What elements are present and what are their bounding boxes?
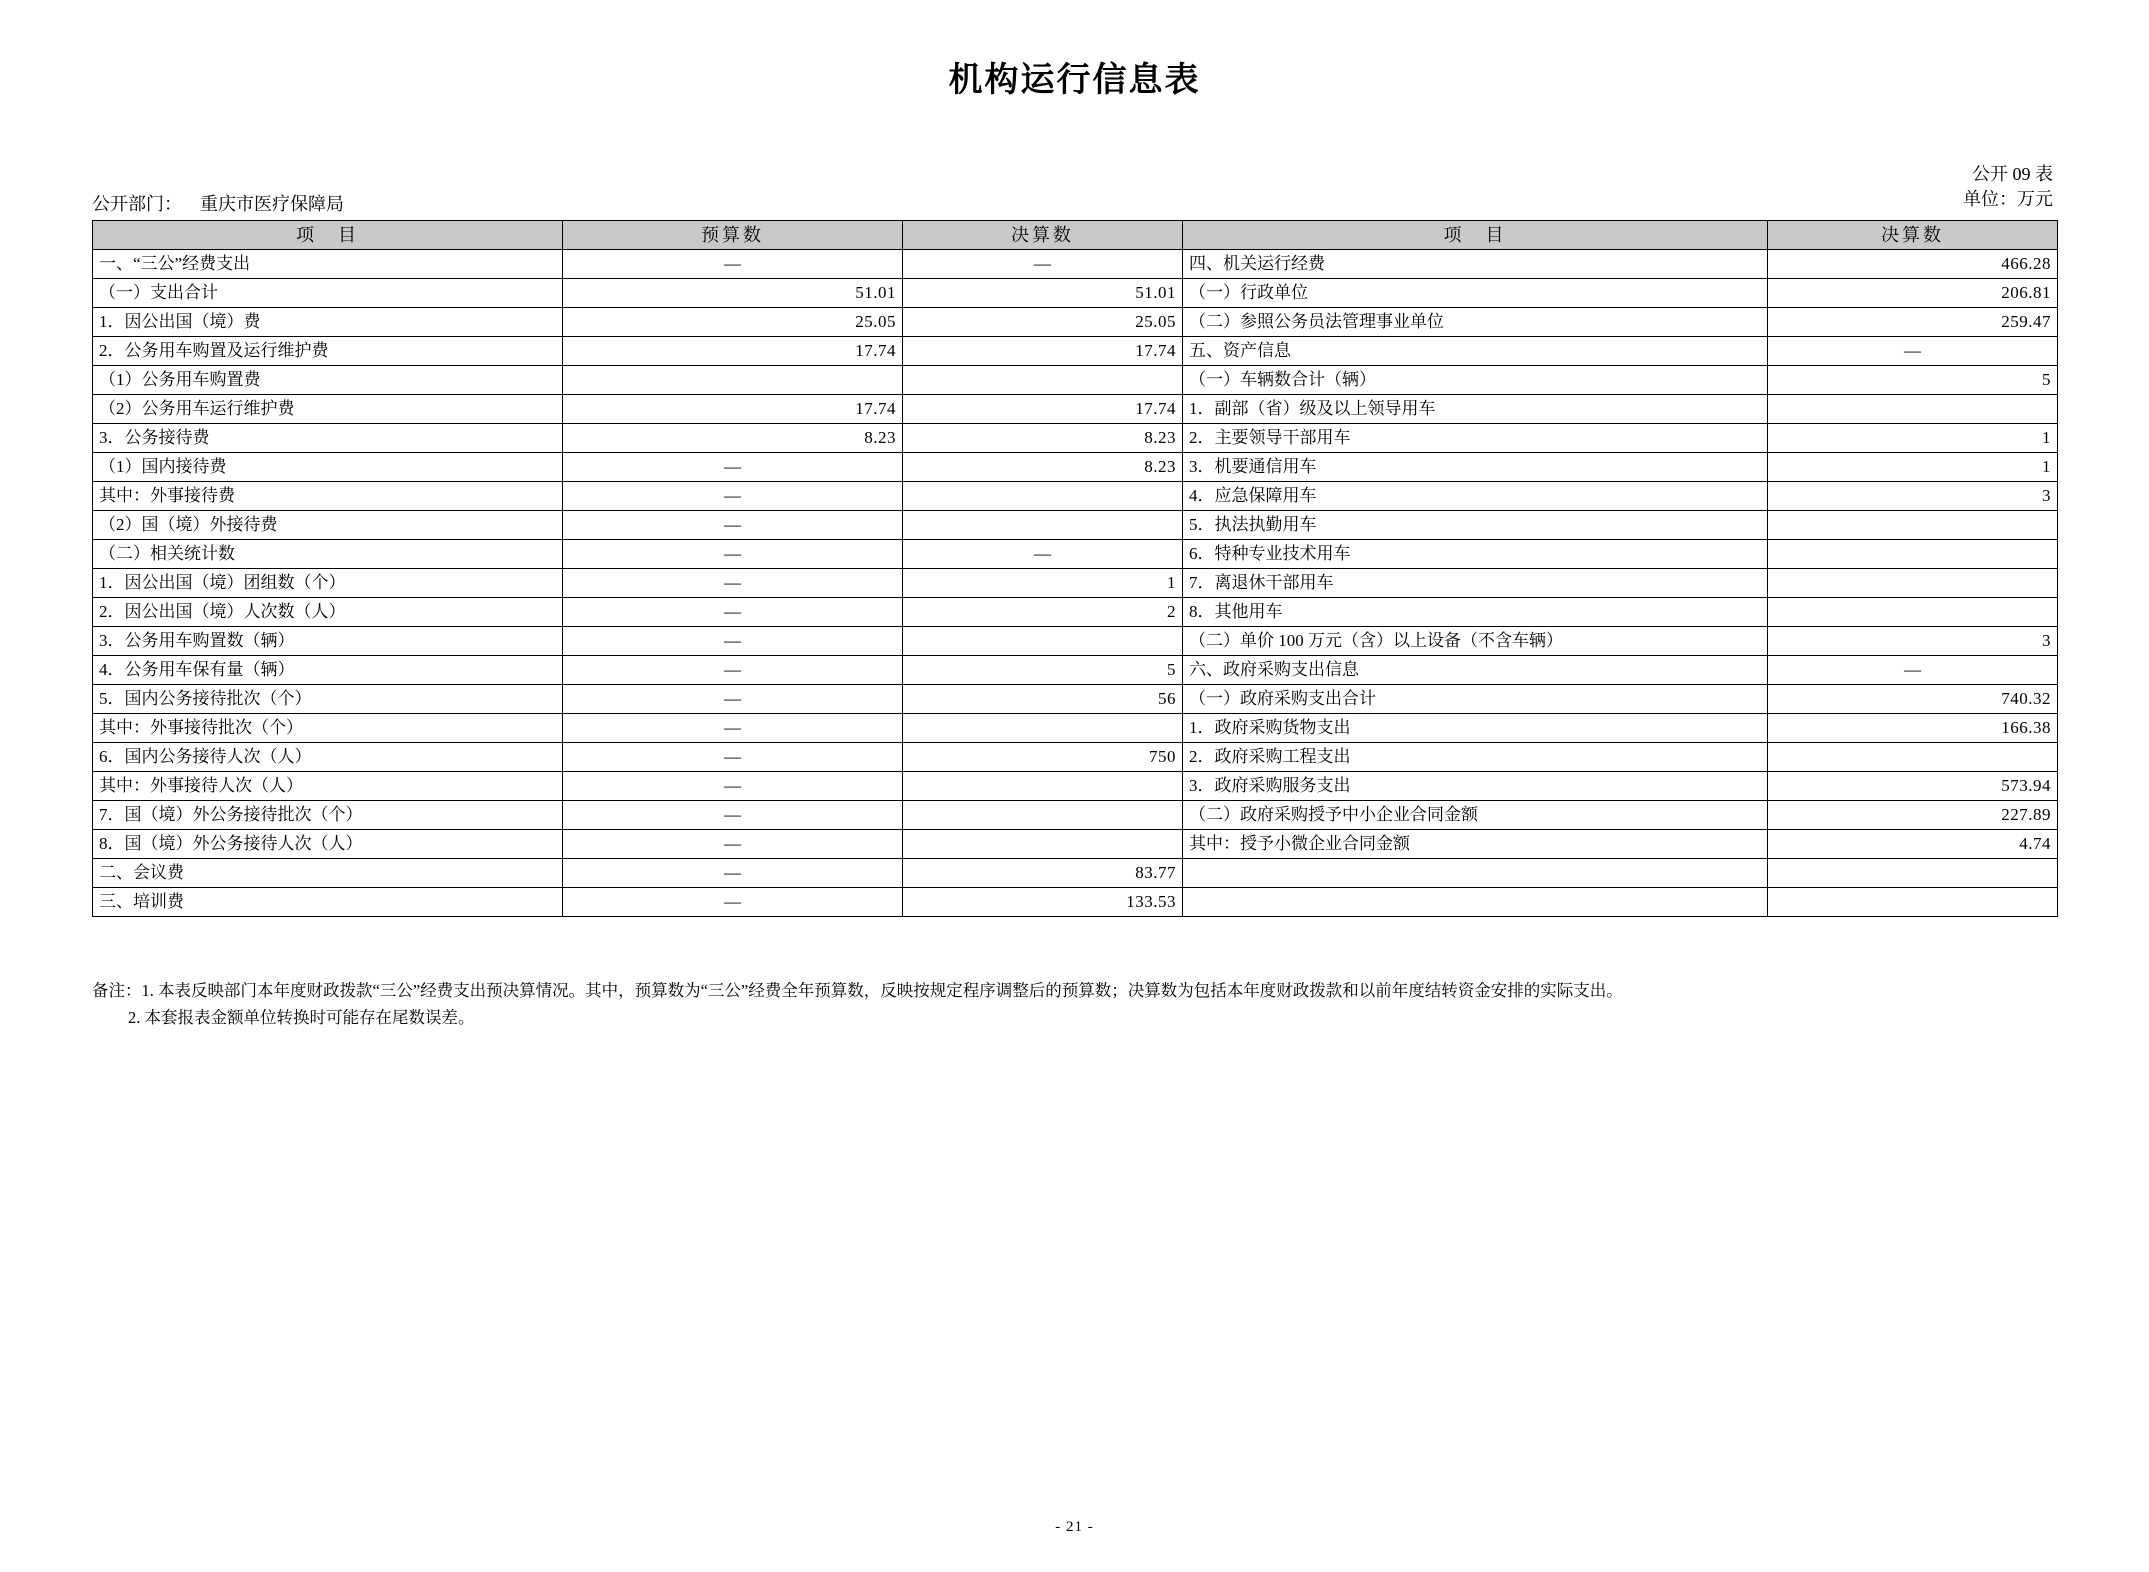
right-final-value [1768, 540, 2058, 569]
left-budget-value: — [563, 859, 903, 888]
left-final-value [903, 482, 1183, 511]
left-item-label: 1．因公出国（境）团组数（个） [93, 569, 563, 598]
right-item-label: （一）车辆数合计（辆） [1183, 366, 1768, 395]
department-line [92, 190, 344, 216]
right-final-value: 466.28 [1768, 250, 2058, 279]
left-final-value: 2 [903, 598, 1183, 627]
left-item-label: （1）公务用车购置费 [93, 366, 563, 395]
table-row [93, 888, 2058, 917]
right-item-label [1183, 888, 1768, 917]
left-item-label: 2．因公出国（境）人次数（人） [93, 598, 563, 627]
department-name: 重庆市医疗保障局 [200, 194, 344, 214]
left-final-value: 1 [903, 569, 1183, 598]
right-final-value [1768, 511, 2058, 540]
right-item-label: 1．政府采购货物支出 [1183, 714, 1768, 743]
right-item-label: 五、资产信息 [1183, 337, 1768, 366]
left-final-value: 17.74 [903, 395, 1183, 424]
table-row [93, 656, 2058, 685]
page-title: 机构运行信息表 [948, 61, 1201, 99]
left-final-value [903, 366, 1183, 395]
table-row [93, 598, 2058, 627]
table-row [93, 366, 2058, 395]
right-item-label: 3．政府采购服务支出 [1183, 772, 1768, 801]
left-budget-value: — [563, 888, 903, 917]
right-final-value [1768, 888, 2058, 917]
left-item-label: 4．公务用车保有量（辆） [93, 656, 563, 685]
right-final-value [1768, 598, 2058, 627]
table-row [93, 743, 2058, 772]
document-page [0, 52, 2149, 1572]
table-row [93, 482, 2058, 511]
left-budget-value: 25.05 [563, 308, 903, 337]
left-final-value: — [903, 250, 1183, 279]
right-item-label: 四、机关运行经费 [1183, 250, 1768, 279]
table-row [93, 685, 2058, 714]
left-item-label: （二）相关统计数 [93, 540, 563, 569]
table-row [93, 569, 2058, 598]
left-budget-value: — [563, 598, 903, 627]
right-final-value [1768, 395, 2058, 424]
left-item-label: 3．公务用车购置数（辆） [93, 627, 563, 656]
left-item-label: 3．公务接待费 [93, 424, 563, 453]
right-final-value: 740.32 [1768, 685, 2058, 714]
right-final-value: — [1768, 337, 2058, 366]
left-final-value: 56 [903, 685, 1183, 714]
right-final-value: 1 [1768, 453, 2058, 482]
left-item-label: 一、“三公”经费支出 [93, 250, 563, 279]
left-final-value: 17.74 [903, 337, 1183, 366]
left-item-label: 其中：外事接待人次（人） [93, 772, 563, 801]
right-item-label: （二）政府采购授予中小企业合同金额 [1183, 801, 1768, 830]
right-item-label: 5．执法执勤用车 [1183, 511, 1768, 540]
left-final-value [903, 801, 1183, 830]
right-item-label: （二）参照公务员法管理事业单位 [1183, 308, 1768, 337]
table-row [93, 627, 2058, 656]
right-final-value: 4.74 [1768, 830, 2058, 859]
left-budget-value: — [563, 685, 903, 714]
left-final-value [903, 714, 1183, 743]
left-final-value [903, 511, 1183, 540]
left-budget-value: — [563, 801, 903, 830]
left-final-value: 750 [903, 743, 1183, 772]
right-final-value: 166.38 [1768, 714, 2058, 743]
left-final-value: 83.77 [903, 859, 1183, 888]
table-row [93, 830, 2058, 859]
table-row [93, 424, 2058, 453]
table-header-row [93, 221, 2058, 250]
right-final-value: 3 [1768, 627, 2058, 656]
left-final-value: 8.23 [903, 453, 1183, 482]
left-final-value [903, 627, 1183, 656]
left-item-label: 三、培训费 [93, 888, 563, 917]
table-row [93, 250, 2058, 279]
right-item-label: 8．其他用车 [1183, 598, 1768, 627]
left-budget-value: — [563, 569, 903, 598]
left-budget-value: — [563, 540, 903, 569]
left-item-label: （1）国内接待费 [93, 453, 563, 482]
right-final-value [1768, 859, 2058, 888]
table-row [93, 801, 2058, 830]
right-final-value: — [1768, 656, 2058, 685]
department-label: 公开部门： [92, 194, 182, 214]
left-final-value [903, 772, 1183, 801]
left-item-label: 5．国内公务接待批次（个） [93, 685, 563, 714]
left-item-label: （一）支出合计 [93, 279, 563, 308]
left-budget-value: — [563, 627, 903, 656]
left-budget-value: — [563, 250, 903, 279]
left-budget-value: — [563, 830, 903, 859]
column-header-left-item: 项 目 [93, 221, 563, 250]
left-budget-value: — [563, 511, 903, 540]
right-item-label: 其中：授予小微企业合同金额 [1183, 830, 1768, 859]
right-item-label: （二）单价 100 万元（含）以上设备（不含车辆） [1183, 627, 1768, 656]
table-notes [92, 977, 2082, 1031]
left-item-label: 8．国（境）外公务接待人次（人） [93, 830, 563, 859]
right-item-label: 7．离退休干部用车 [1183, 569, 1768, 598]
note-line-2: 2. 本套报表金额单位转换时可能存在尾数误差。 [128, 1008, 475, 1027]
right-final-value [1768, 743, 2058, 772]
left-final-value: 5 [903, 656, 1183, 685]
left-budget-value: — [563, 656, 903, 685]
left-budget-value: — [563, 714, 903, 743]
left-budget-value: 51.01 [563, 279, 903, 308]
left-final-value: 8.23 [903, 424, 1183, 453]
left-final-value: 51.01 [903, 279, 1183, 308]
right-item-label [1183, 859, 1768, 888]
left-budget-value: 8.23 [563, 424, 903, 453]
right-final-value: 3 [1768, 482, 2058, 511]
right-item-label: （一）行政单位 [1183, 279, 1768, 308]
left-item-label: 其中：外事接待批次（个） [93, 714, 563, 743]
note-line-1: 备注：1. 本表反映部门本年度财政拨款“三公”经费支出预决算情况。其中，预算数为“三公”经费全年预算数，反映按规定程序调整后的预算数；决算数为包括本年度财政拨款和以前年度结转资金安排的实际支出。 [92, 981, 1623, 1000]
left-item-label: 二、会议费 [93, 859, 563, 888]
column-header-final: 决算数 [903, 221, 1183, 250]
left-final-value: 133.53 [903, 888, 1183, 917]
left-final-value [903, 830, 1183, 859]
right-final-value [1768, 569, 2058, 598]
left-item-label: 2．公务用车购置及运行维护费 [93, 337, 563, 366]
form-meta [1963, 162, 2053, 212]
column-header-budget: 预算数 [563, 221, 903, 250]
left-item-label: 7．国（境）外公务接待批次（个） [93, 801, 563, 830]
left-budget-value: — [563, 772, 903, 801]
page-number: - 21 - [1055, 1519, 1094, 1535]
table-row [93, 453, 2058, 482]
left-budget-value: 17.74 [563, 395, 903, 424]
right-item-label: 2．主要领导干部用车 [1183, 424, 1768, 453]
left-item-label: （2）国（境）外接待费 [93, 511, 563, 540]
right-item-label: 2．政府采购工程支出 [1183, 743, 1768, 772]
table-row [93, 279, 2058, 308]
table-row [93, 772, 2058, 801]
institution-operation-table [92, 220, 2058, 917]
left-budget-value: 17.74 [563, 337, 903, 366]
left-budget-value: — [563, 743, 903, 772]
right-item-label: 1．副部（省）级及以上领导用车 [1183, 395, 1768, 424]
right-item-label: 6．特种专业技术用车 [1183, 540, 1768, 569]
table-row [93, 859, 2058, 888]
left-final-value: 25.05 [903, 308, 1183, 337]
left-budget-value [563, 366, 903, 395]
right-item-label: （一）政府采购支出合计 [1183, 685, 1768, 714]
right-final-value: 1 [1768, 424, 2058, 453]
left-item-label: （2）公务用车运行维护费 [93, 395, 563, 424]
right-final-value: 259.47 [1768, 308, 2058, 337]
left-item-label: 6．国内公务接待人次（人） [93, 743, 563, 772]
table-row [93, 540, 2058, 569]
left-item-label: 其中：外事接待费 [93, 482, 563, 511]
right-item-label: 六、政府采购支出信息 [1183, 656, 1768, 685]
table-row [93, 714, 2058, 743]
table-row [93, 337, 2058, 366]
left-budget-value: — [563, 482, 903, 511]
right-final-value: 206.81 [1768, 279, 2058, 308]
amount-unit: 单位：万元 [1963, 189, 2053, 209]
left-budget-value: — [563, 453, 903, 482]
left-final-value: — [903, 540, 1183, 569]
right-final-value: 227.89 [1768, 801, 2058, 830]
right-final-value: 573.94 [1768, 772, 2058, 801]
right-item-label: 4．应急保障用车 [1183, 482, 1768, 511]
right-final-value: 5 [1768, 366, 2058, 395]
table-row [93, 395, 2058, 424]
table-row [93, 511, 2058, 540]
column-header-right-item: 项 目 [1183, 221, 1768, 250]
column-header-right-final: 决算数 [1768, 221, 2058, 250]
form-code: 公开 09 表 [1972, 164, 2053, 184]
table-row [93, 308, 2058, 337]
right-item-label: 3．机要通信用车 [1183, 453, 1768, 482]
left-item-label: 1．因公出国（境）费 [93, 308, 563, 337]
